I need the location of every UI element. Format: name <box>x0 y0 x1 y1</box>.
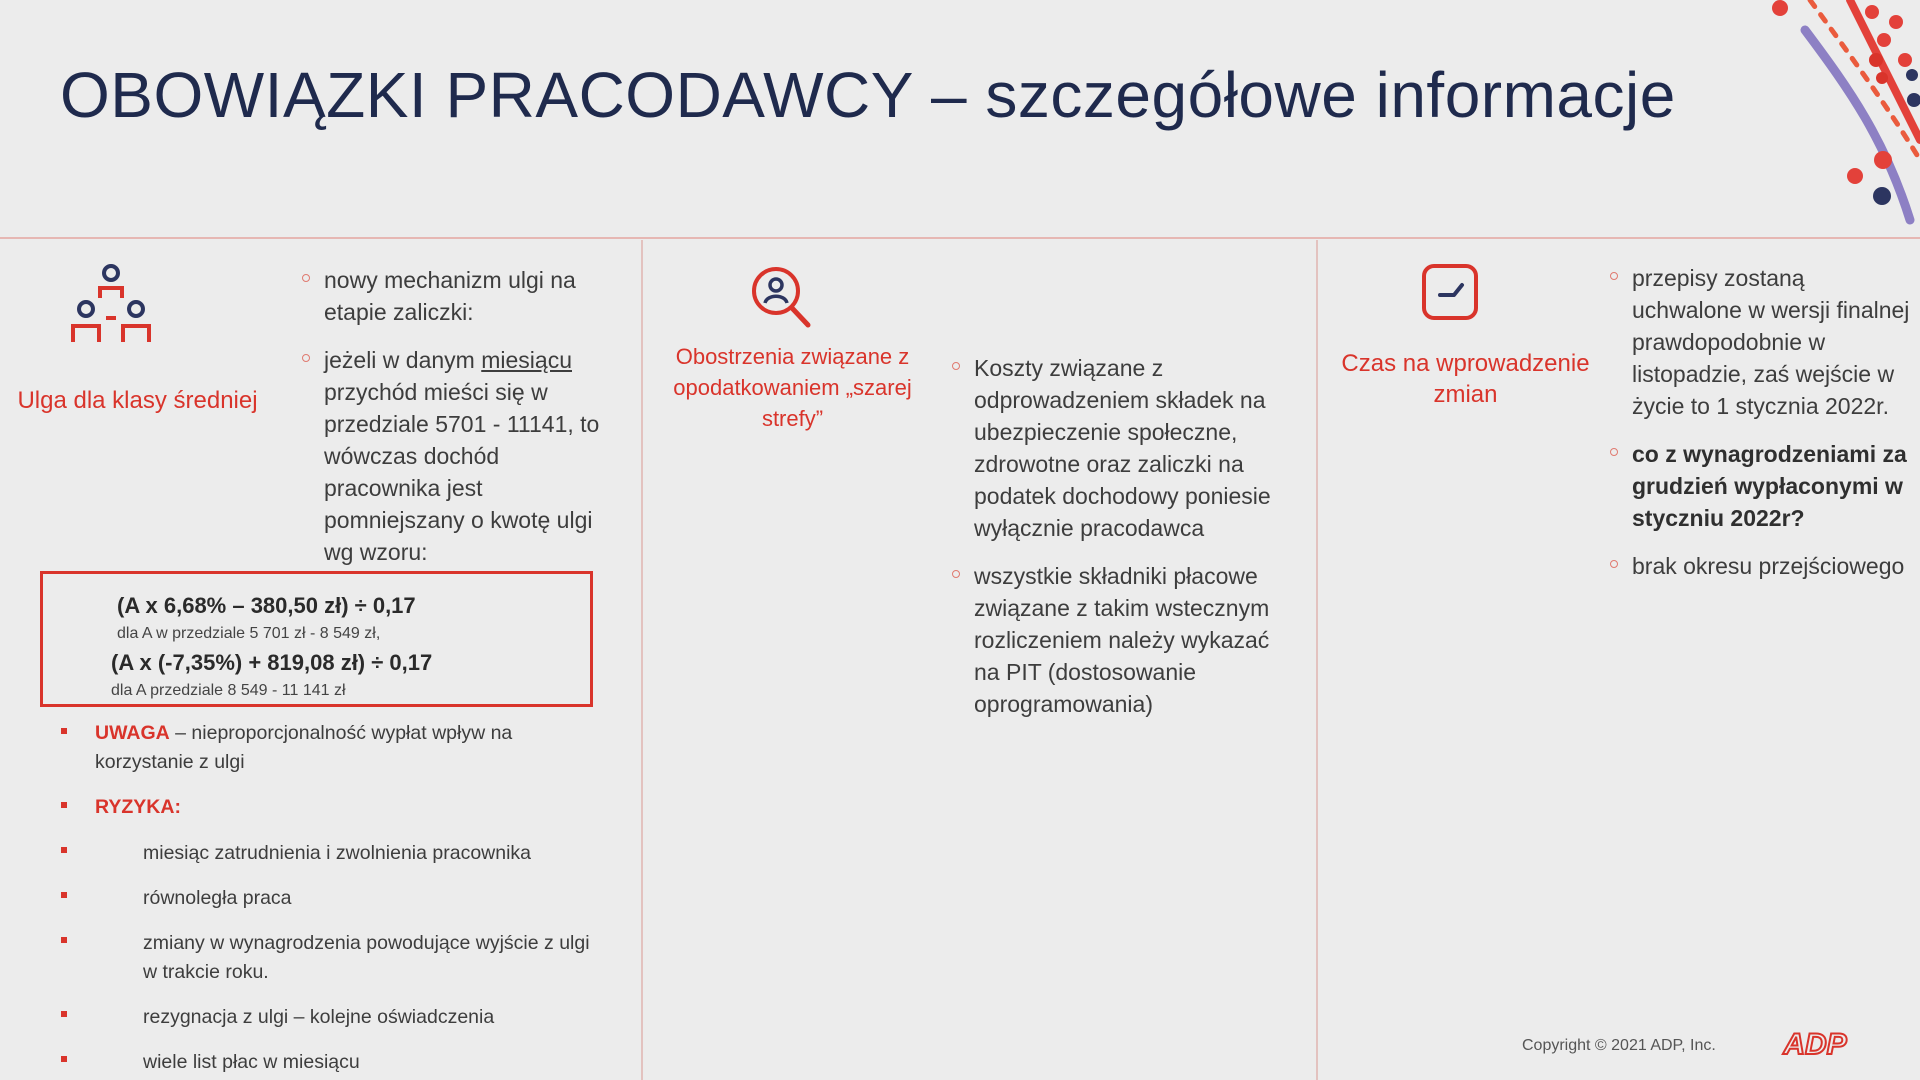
left-bullet-2 <box>324 344 614 568</box>
search-person-icon <box>750 265 812 329</box>
header-divider <box>0 237 1920 239</box>
left-column-heading: Ulga dla klasy średniej <box>17 387 258 414</box>
risk-item-text: równoległa praca <box>143 887 292 909</box>
risk-item <box>143 839 598 868</box>
right-bullet-3: brak okresu przejściowego <box>1632 550 1917 582</box>
left-bullet-2-text-b: przychód mieści się w przedziale 5701 - 11141, to wówczas dochód pracownika jest pomniejszany o kwotę ulgi wg wzoru: <box>324 379 600 565</box>
left-bullet-2-text-a: jeżeli w danym <box>324 347 482 373</box>
formula-note-1: dla A w przedziale 5 701 zł - 8 549 zł, <box>117 625 381 642</box>
warning-text: – nieproporcjonalność wypłat wpływ na korzystanie z ulgi <box>95 722 513 773</box>
risk-bullet <box>61 937 67 943</box>
formula-note-2: dla A przedziale 8 549 - 11 141 zł <box>111 682 346 699</box>
left-bullet-list <box>324 264 614 568</box>
slide-title: OBOWIĄZKI PRACODAWCY – szczegółowe informacje <box>60 59 1676 131</box>
svg-text:ADP: ADP <box>1783 1028 1847 1061</box>
formula-line-1: (A x 6,68% – 380,50 zł) ÷ 0,17 <box>117 593 416 618</box>
left-bullet-1: nowy mechanizm ulgi na etapie zaliczki: <box>324 264 614 328</box>
left-lower-list <box>95 719 600 838</box>
middle-bullet-1: Koszty związane z odprowadzeniem składek na ubezpieczenie społeczne, zdrowotne oraz zaliczki na podatek dochodowy poniesie wyłącznie pracodawca <box>974 352 1274 544</box>
right-bullet-2: co z wynagrodzeniami za grudzień wypłaconymi w styczniu 2022r? <box>1632 438 1917 534</box>
risk-item-text: wiele list płac w miesiącu <box>143 1051 360 1073</box>
right-bullet-1: przepisy zostaną uchwalone w wersji finalnej prawdopodobnie w listopadzie, zaś wejście w życie to 1 stycznia 2022r. <box>1632 262 1917 422</box>
right-bullet-list <box>1632 262 1917 582</box>
risk-item <box>143 1003 598 1032</box>
risk-bullet <box>61 847 67 853</box>
risk-item <box>143 884 598 913</box>
risk-item-text: rezygnacja z ulgi – kolejne oświadczenia <box>143 1006 495 1028</box>
risk-bullet <box>61 892 67 898</box>
risk-item-text: miesiąc zatrudnienia i zwolnienia pracownika <box>143 842 532 864</box>
adp-logo <box>1778 1024 1852 1062</box>
risk-bullet <box>61 1011 67 1017</box>
column-divider-1 <box>641 240 643 1080</box>
copyright-text: Copyright © 2021 ADP, Inc. <box>1522 1037 1716 1054</box>
warning-item <box>95 719 600 777</box>
risk-item-text: zmiany w wynagrodzenia powodujące wyjście z ulgi w trakcie roku. <box>143 932 590 983</box>
risks-list <box>143 839 598 1077</box>
risk-item <box>143 929 598 987</box>
formula-box <box>40 571 593 707</box>
column-divider-2 <box>1316 240 1318 1080</box>
clock-icon <box>1421 263 1479 321</box>
middle-column-heading: Obostrzenia związane z opodatkowaniem „szarej strefy” <box>673 344 912 431</box>
middle-bullet-2: wszystkie składniki płacowe związane z takim wstecznym rozliczeniem należy wykazać na PIT (dostosowanie oprogramowania) <box>974 560 1274 720</box>
warning-label: UWAGA <box>95 722 170 744</box>
risks-label: RYZYKA: <box>95 793 600 822</box>
left-bullet-2-underlined: miesiącu <box>481 347 572 373</box>
risk-item <box>143 1048 598 1077</box>
right-column-heading: Czas na wprowadzenie zmian <box>1341 350 1590 408</box>
middle-bullet-list <box>974 352 1274 720</box>
hierarchy-icon <box>68 262 154 346</box>
decorative-dots-graphic <box>1700 0 1920 225</box>
formula-line-2: (A x (-7,35%) + 819,08 zł) ÷ 0,17 <box>111 650 433 675</box>
risk-bullet <box>61 1056 67 1062</box>
